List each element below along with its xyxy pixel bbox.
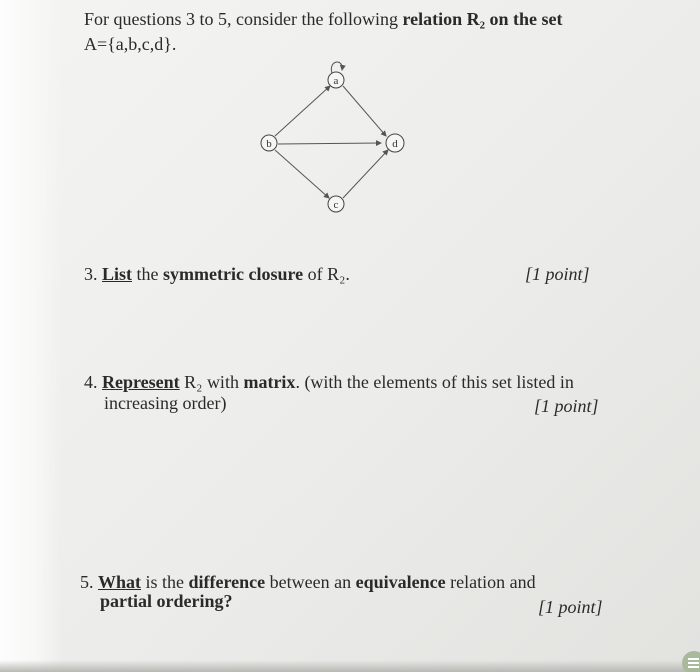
edge-b-c <box>275 150 329 198</box>
q3-text: the <box>132 264 164 284</box>
edge-a-a-loop <box>331 62 342 73</box>
relation-digraph <box>240 52 430 222</box>
q4-term: matrix <box>243 372 296 392</box>
q4-text: R₂ with <box>179 372 244 392</box>
q5-verb: What <box>98 572 142 592</box>
node-c <box>328 196 344 212</box>
q3-term: symmetric closure <box>163 264 304 284</box>
chat-icon[interactable] <box>682 651 700 672</box>
intro-line-1 <box>84 9 563 29</box>
q3-number: 3. <box>84 264 98 284</box>
q4-tail: . (with the elements of this set listed in <box>295 372 574 392</box>
q5-line-2-text: partial ordering? <box>100 591 233 611</box>
intro-relation-bold: relation R₂ on the set <box>402 9 563 29</box>
edge-c-d <box>343 150 388 198</box>
q3-verb: List <box>102 264 133 284</box>
question-5 <box>80 572 536 592</box>
q5-term-1: difference <box>188 572 266 592</box>
node-b <box>261 135 277 151</box>
q5-term-2: equivalence <box>355 572 446 592</box>
edge-b-a <box>275 86 330 136</box>
paper-highlight <box>0 0 62 672</box>
q4-verb: Represent <box>102 372 180 392</box>
q4-line-2: increasing order) <box>104 393 227 413</box>
node-d <box>386 134 404 152</box>
q5-text-2: between an <box>265 572 356 592</box>
paper-shadow <box>0 660 700 672</box>
q5-line-2 <box>100 591 233 611</box>
svg-text:d: d <box>392 138 398 150</box>
question-4 <box>84 372 574 392</box>
intro-text: For questions 3 to 5, consider the following <box>84 9 403 29</box>
edge-a-d <box>343 86 386 136</box>
q5-text-1: is the <box>141 572 189 592</box>
question-3 <box>84 264 350 284</box>
q4-points: [1 point] <box>534 396 599 416</box>
svg-text:a: a <box>333 75 339 87</box>
q4-number: 4. <box>84 372 98 392</box>
q5-points: [1 point] <box>538 597 603 617</box>
q5-tail: relation and <box>445 572 536 592</box>
q3-points: [1 point] <box>525 264 590 284</box>
svg-text:b: b <box>266 138 272 150</box>
q3-tail: of R₂. <box>303 264 350 284</box>
q5-number: 5. <box>80 572 94 592</box>
edge-b-d <box>278 143 381 144</box>
svg-text:c: c <box>333 199 339 211</box>
node-a <box>328 72 344 88</box>
intro-line-2: A={a,b,c,d}. <box>84 34 177 54</box>
